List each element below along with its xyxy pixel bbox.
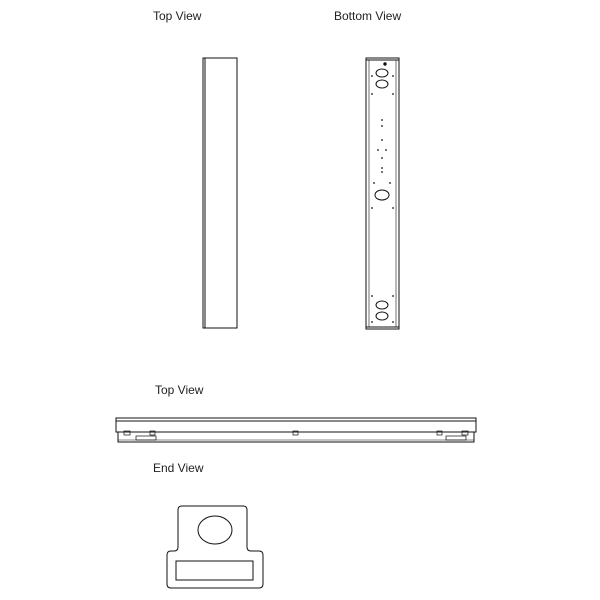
mounting-hole (376, 80, 388, 88)
center-hole (375, 190, 389, 200)
end-view-label: End View (153, 461, 204, 475)
top-view-horizontal-label: Top View (155, 383, 204, 397)
mounting-hole (376, 301, 388, 309)
end-view-hole (198, 516, 232, 544)
bottom-view-bar (366, 58, 399, 329)
mounting-hole (376, 312, 388, 320)
bottom-view-label: Bottom View (334, 9, 402, 23)
end-view-profile (167, 506, 263, 588)
top-view-horizontal-bar (116, 418, 476, 442)
top-view-label: Top View (153, 9, 202, 23)
mounting-hole (376, 69, 388, 77)
top-view-bar (203, 58, 237, 328)
